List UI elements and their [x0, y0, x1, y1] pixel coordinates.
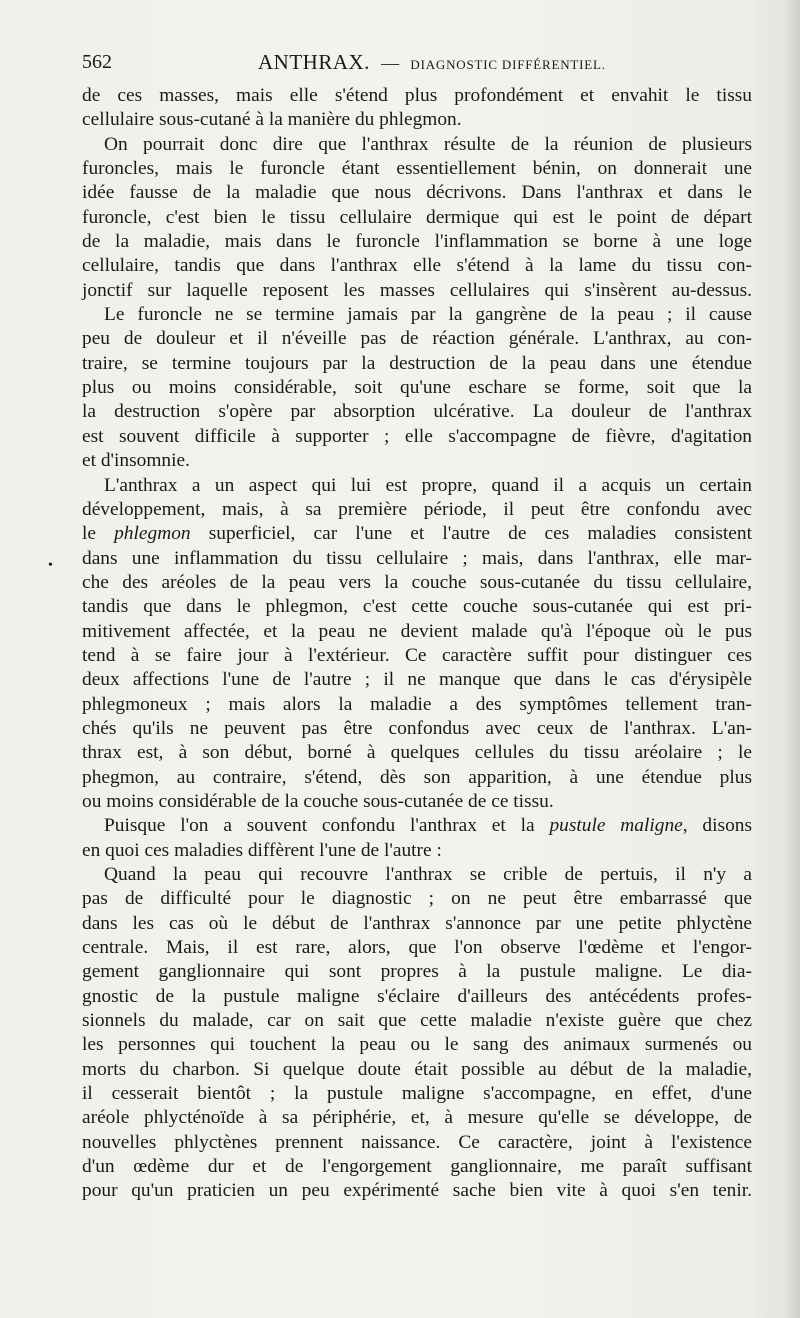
text-line: phegmon, au contraire, s'étend, dès son apparition, à une étendue plus [82, 766, 752, 788]
text-line: cellulaire, tandis que dans l'anthrax elle s'étend à la lame du tissu con- [82, 255, 752, 277]
text-line: dans les cas où le début de l'anthrax s'annonce par une petite phlyctène [82, 912, 752, 934]
text-line: gnostic de la pustule maligne s'éclaire d'ailleurs des antécédents profes- [82, 985, 752, 1007]
text-line: phlegmoneux ; mais alors la maladie a des symptômes tellement tran- [82, 693, 752, 715]
page-edge-shadow [786, 0, 800, 1318]
text-line: aréole phlycténoïde à sa périphérie, et, à mesure qu'elle se développe, de [82, 1107, 752, 1129]
text-line: morts du charbon. Si quelque doute était possible au début de la maladie, [82, 1058, 752, 1080]
text-line: est souvent difficile à supporter ; elle s'accompagne de fièvre, d'agitation [82, 425, 752, 447]
text-line: d'un œdème dur et de l'engorgement ganglionnaire, me paraît suffisant [82, 1156, 752, 1178]
text-line: en quoi ces maladies diffèrent l'une de l'autre : [82, 839, 442, 861]
text-line: furoncles, mais le furoncle étant essentiellement bénin, on donnerait une [82, 158, 752, 180]
text-line: Quand la peau qui recouvre l'anthrax se crible de pertuis, il n'y a [104, 864, 752, 885]
text-line: de ces masses, mais elle s'étend plus profondément et envahit le tissu [82, 85, 752, 106]
text-line: et d'insomnie. [82, 450, 190, 472]
text-line: mitivement affectée, et la peau ne devient malade qu'à l'époque où le pus [82, 620, 752, 642]
text-line: furoncle, c'est bien le tissu cellulaire dermique qui est le point de départ [82, 206, 752, 228]
text-line: Le furoncle ne se termine jamais par la gangrène de la peau ; il cause [104, 304, 752, 326]
running-head-subtitle: DIAGNOSTIC DIFFÉRENTIEL. [410, 57, 606, 72]
text-line: tend à se faire jour à l'extérieur. Ce caractère suffit pour distinguer ces [82, 644, 752, 666]
text-line: tandis que dans le phlegmon, c'est cette couche sous-cutanée qui est pri- [82, 596, 752, 618]
text-line: L'anthrax a un aspect qui lui est propre, quand il a acquis un certain [104, 474, 752, 496]
running-head [258, 44, 606, 83]
running-head-title: ANTHRAX. [258, 50, 370, 74]
text-line: la destruction s'opère par absorption ulcérative. La douleur de l'anthrax [82, 401, 752, 423]
text-line: peu de douleur et il n'éveille pas de réaction générale. L'anthrax, au con- [82, 328, 752, 350]
text-line: deux affections l'une de l'autre ; il ne manque que dans le cas d'érysipèle [82, 669, 752, 691]
text-line: plus ou moins considérable, soit qu'une eschare se forme, soit que la [82, 377, 752, 399]
text-line: il cesserait bientôt ; la pustule maligne s'accompagne, en effet, d'une [82, 1083, 752, 1105]
text-line: pas de difficulté pour le diagnostic ; on ne peut être embarrassé que [82, 888, 752, 910]
text-line: traire, se termine toujours par la destruction de la peau dans une étendue [82, 352, 752, 374]
text-line: de la maladie, mais dans le furoncle l'inflammation se borne à une loge [82, 231, 752, 253]
text-line: dans une inflammation du tissu cellulaire ; mais, dans l'anthrax, elle mar- [82, 547, 752, 569]
text-line: les personnes qui touchent la peau ou le sang des animaux surmenés ou [82, 1034, 752, 1056]
italic-term: pustule maligne [549, 815, 683, 837]
body-text [82, 84, 752, 1204]
text-line: jonctif sur laquelle reposent les masses cellulaires qui s'insèrent au-dessus. [82, 279, 752, 301]
text-line: nouvelles phlyctènes prennent naissance. Ce caractère, joint à l'existence [82, 1131, 752, 1153]
page-number: 562 [82, 51, 112, 73]
text-line: Puisque l'on a souvent confondu l'anthrax et la pustule maligne, disons [104, 815, 753, 837]
text-line: chés qu'ils ne peuvent pas être confondus avec ceux de l'anthrax. L'an- [82, 717, 752, 739]
text-line: le phlegmon superficiel, car l'une et l'autre de ces maladies consistent [82, 523, 752, 545]
text-line: cellulaire sous-cutané à la manière du phlegmon. [82, 109, 462, 131]
text-line: idée fausse de la maladie que nous décrivons. Dans l'anthrax et dans le [82, 182, 752, 204]
page-header [82, 44, 752, 80]
text-line: sionnels du malade, car on sait que cette maladie n'existe guère que chez [82, 1010, 752, 1032]
text-line: ou moins considérable de la couche sous-cutanée de ce tissu. [82, 790, 554, 812]
text-line: che des aréoles de la peau vers la couche sous-cutanée du tissu cellulaire, [82, 571, 752, 593]
margin-mark: • [48, 558, 53, 573]
text-line: centrale. Mais, il est rare, alors, que l'on observe l'œdème et l'engor- [82, 937, 752, 959]
text-line: développement, mais, à sa première période, il peut être confondu avec [82, 498, 752, 520]
running-head-dash: — [381, 53, 400, 73]
text-line: thrax est, à son début, borné à quelques cellules du tissu aréolaire ; le [82, 742, 752, 764]
text-line: pour qu'un praticien un peu expérimenté sache bien vite à quoi s'en tenir. [82, 1180, 752, 1202]
italic-term: phlegmon [114, 523, 191, 545]
text-line: gement ganglionnaire qui sont propres à la pustule maligne. Le dia- [82, 961, 752, 983]
text-line: On pourrait donc dire que l'anthrax résulte de la réunion de plusieurs [104, 133, 752, 155]
